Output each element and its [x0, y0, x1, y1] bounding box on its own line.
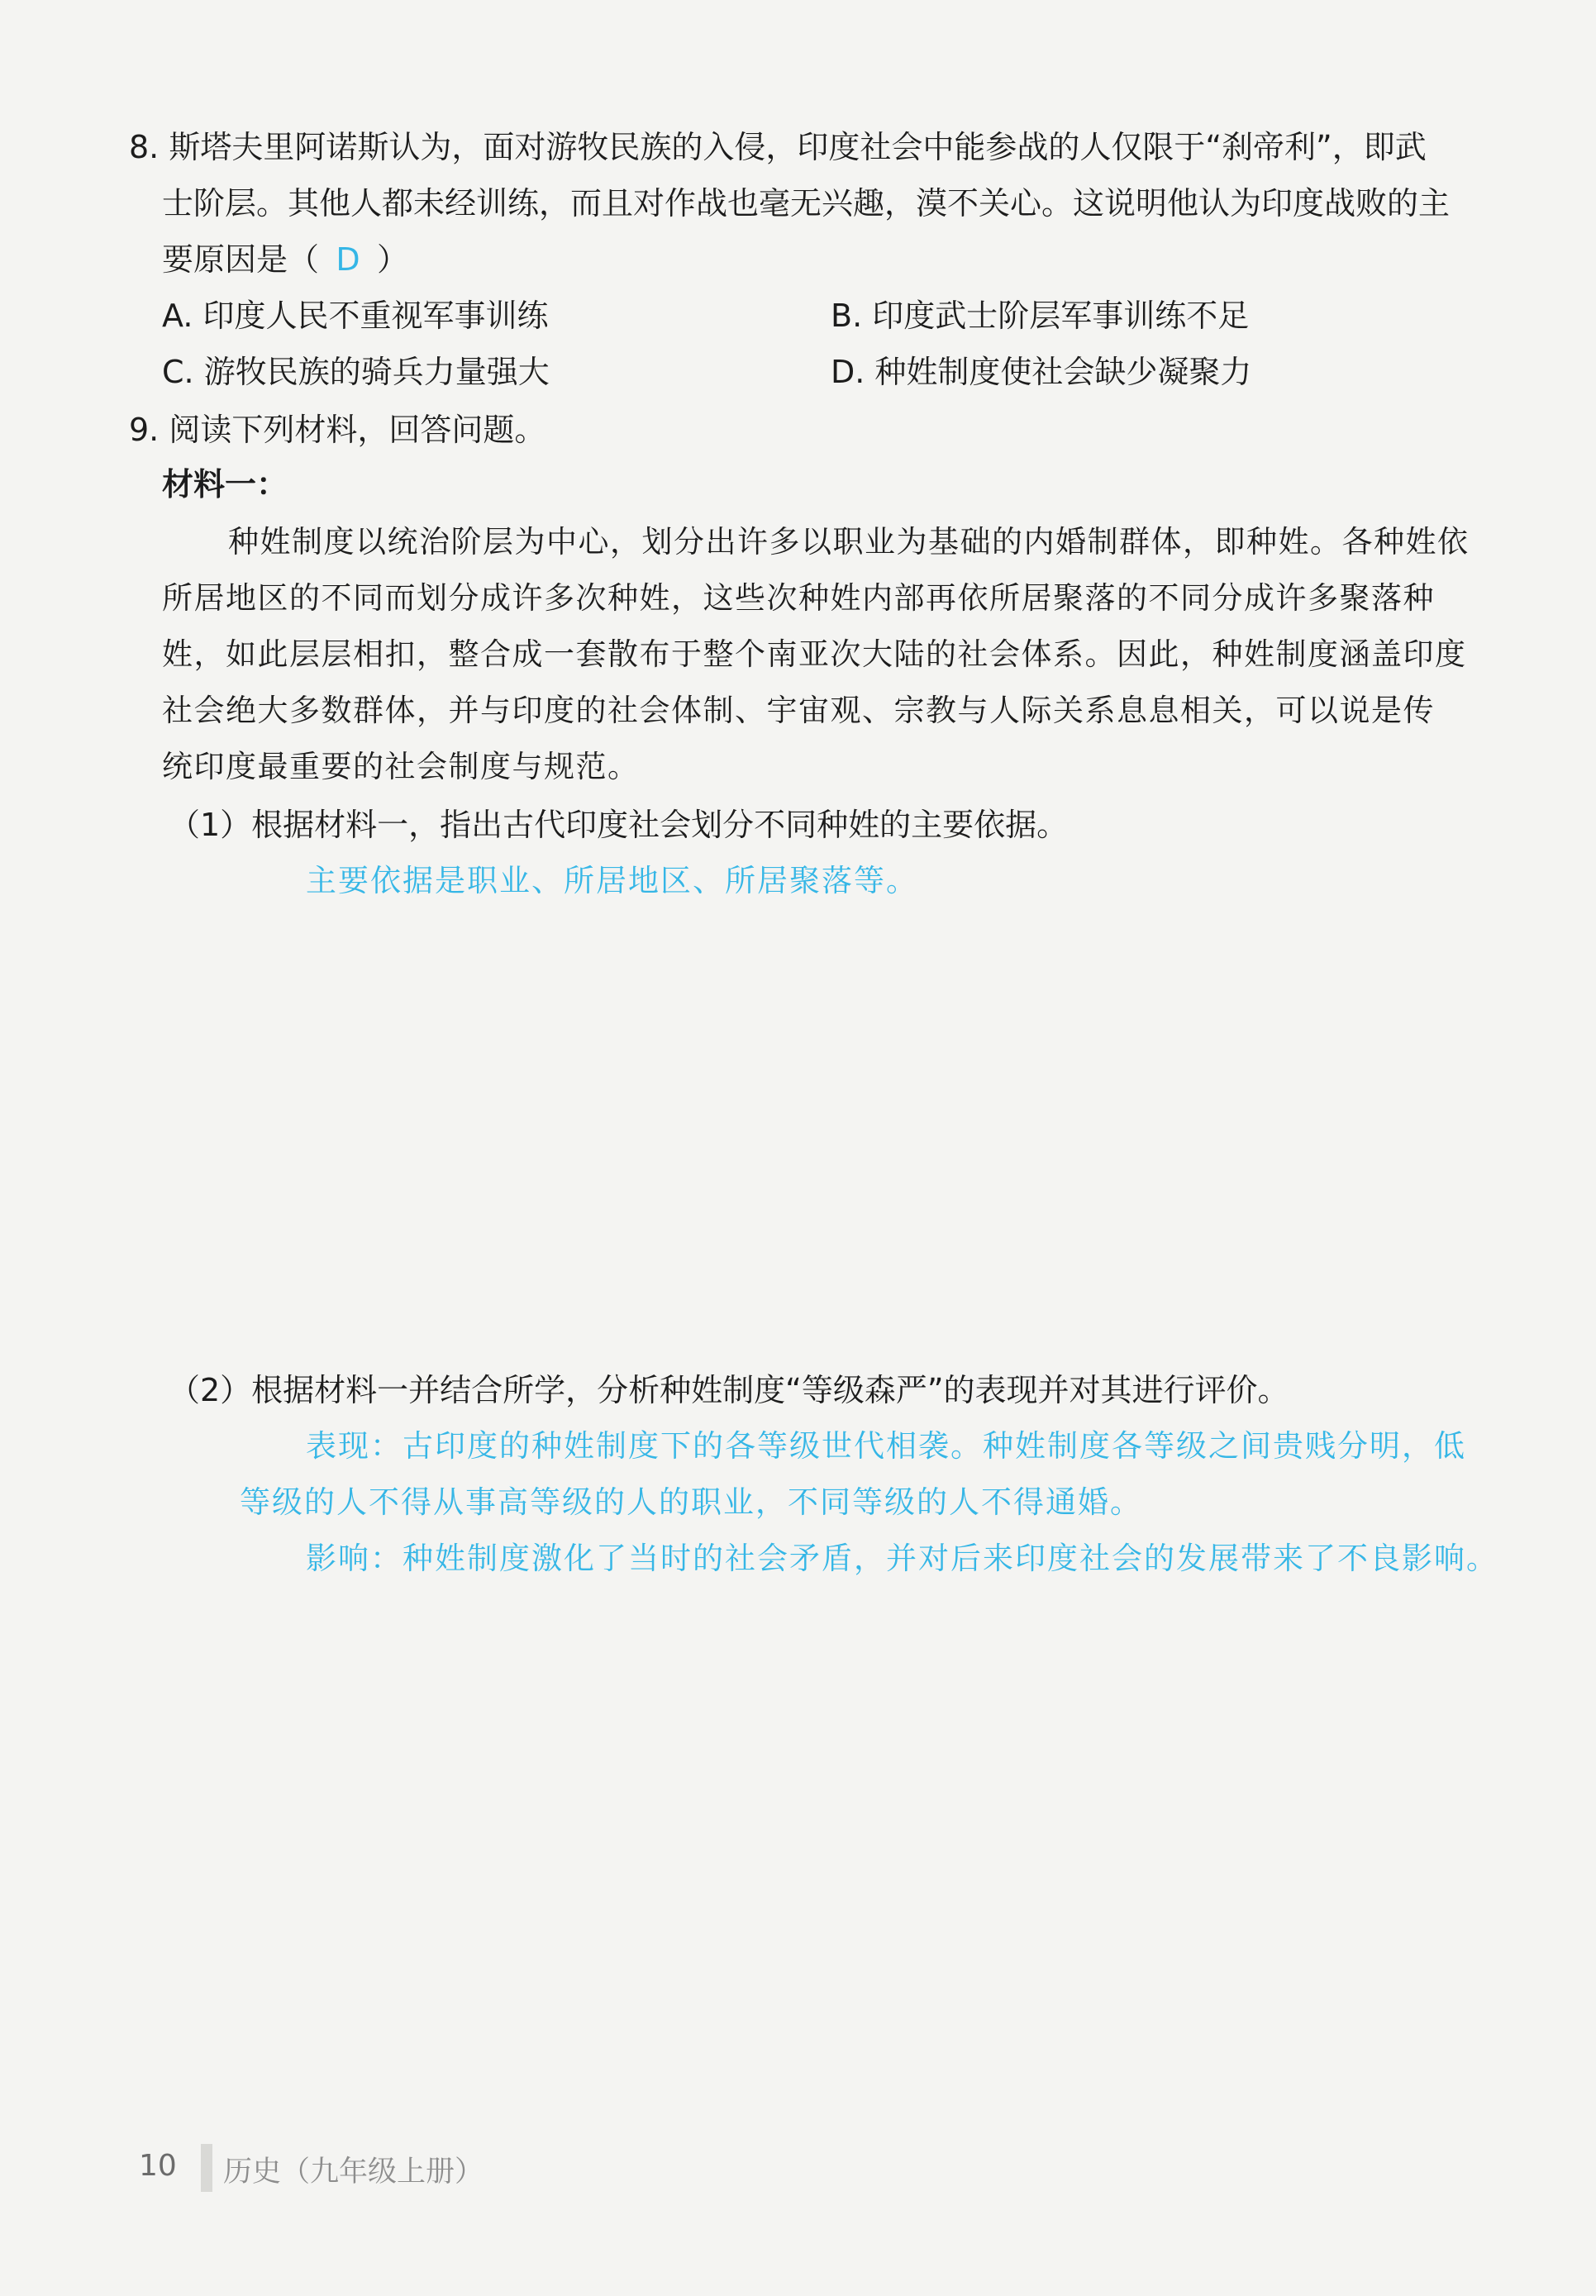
q9-material-title: 材料一： — [162, 466, 288, 503]
q9-material-line-5: 统印度最重要的社会制度与规范。 — [162, 749, 640, 784]
q9-sub2-answer-line-3: 影响：种姓制度激化了当时的社会矛盾，并对后来印度社会的发展带来了不良影响。 — [306, 1541, 1498, 1576]
q9-intro: 9. 阅读下列材料，回答问题。 — [129, 412, 546, 448]
q9-material-line-3: 姓，如此层层相扣，整合成一套散布于整个南亚次大陆的社会体系。因此，种姓制度涵盖印度 — [162, 636, 1467, 672]
q8-stem-suffix: ） — [377, 241, 409, 278]
q8-option-b: B. 印度武士阶层军事训练不足 — [831, 298, 1250, 334]
q9-material-line-4: 社会绝大多数群体，并与印度的社会体制、宇宙观、宗教与人际关系息息相关，可以说是传 — [162, 693, 1435, 728]
q8-line-1: 8. 斯塔夫里阿诺斯认为，面对游牧民族的入侵，印度社会中能参战的人仅限于“刹帝利”，即武 — [129, 129, 1427, 165]
q8-option-d: D. 种姓制度使社会缺少凝聚力 — [831, 354, 1252, 390]
q9-sub1-question: （1）根据材料一，指出古代印度社会划分不同种姓的主要依据。 — [169, 807, 1069, 843]
q8-line-3 — [162, 236, 408, 283]
q9-sub2-question: （2）根据材料一并结合所学，分析种姓制度“等级森严”的表现并对其进行评价。 — [169, 1372, 1289, 1408]
q9-material-line-2: 所居地区的不同而划分成许多次种姓，这些次种姓内部再依所居聚落的不同分成许多聚落种 — [162, 580, 1435, 616]
q8-answer: D — [336, 241, 360, 278]
q9-material-line-1: 种姓制度以统治阶层为中心，划分出许多以职业为基础的内婚制群体，即种姓。各种姓依 — [228, 524, 1470, 560]
q8-option-a: A. 印度人民不重视军事训练 — [162, 298, 549, 334]
page-number: 10 — [139, 2149, 177, 2183]
q8-line-2: 士阶层。其他人都未经训练，而且对作战也毫无兴趣，漠不关心。这说明他认为印度战败的主 — [162, 185, 1451, 222]
footer-divider — [201, 2144, 212, 2192]
q9-sub1-answer: 主要依据是职业、所居地区、所居聚落等。 — [306, 863, 918, 898]
q8-option-c: C. 游牧民族的骑兵力量强大 — [162, 354, 550, 390]
q9-sub2-answer-line-2: 等级的人不得从事高等级的人的职业，不同等级的人不得通婚。 — [240, 1484, 1142, 1520]
q9-sub2-answer-line-1: 表现：古印度的种姓制度下的各等级世代相袭。种姓制度各等级之间贵贱分明，低 — [306, 1428, 1466, 1464]
q8-stem-prefix: 要原因是（ — [162, 241, 320, 278]
book-title: 历史（九年级上册） — [223, 2155, 484, 2189]
